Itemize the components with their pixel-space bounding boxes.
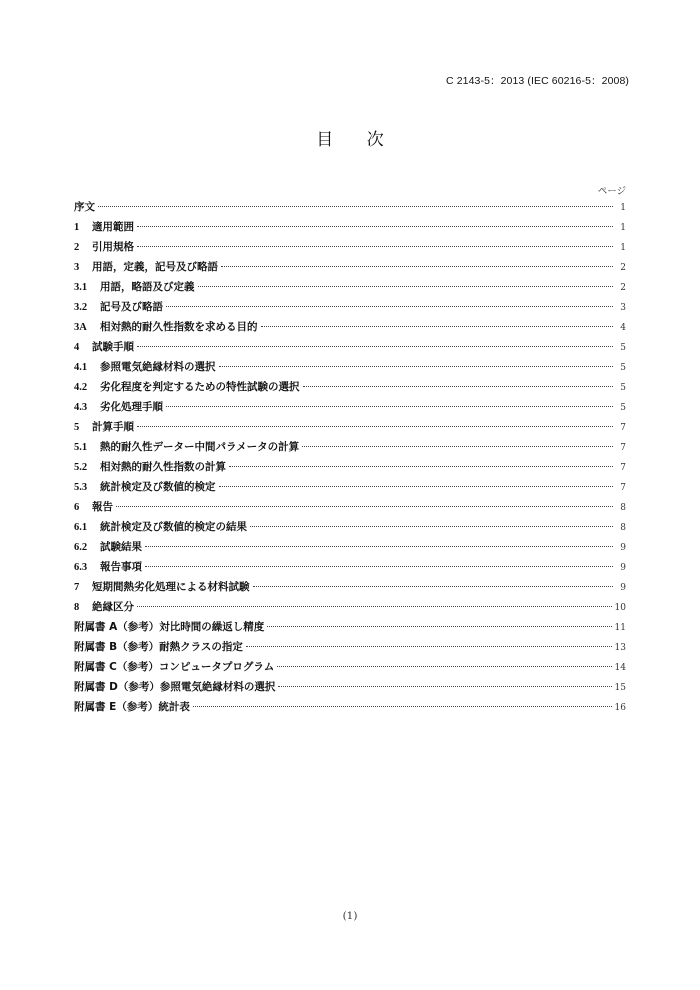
toc-entry-number: 8 — [74, 602, 80, 613]
toc-entry-title: 統計検定及び数値的検定 — [100, 481, 216, 493]
toc-dot-leader — [166, 306, 613, 307]
toc-entry-number: 1 — [74, 222, 80, 233]
toc-entry-title: 附属書 C（参考）コンピュータプログラム — [74, 661, 275, 673]
toc-entry-page: 5 — [620, 383, 626, 393]
toc-entry-title: 附属書 A（参考）対比時間の繰返し精度 — [74, 621, 265, 633]
toc-entry-number: 5.1 — [74, 442, 88, 453]
toc-entry-number: 3 — [74, 262, 80, 273]
toc-dot-leader — [137, 606, 612, 607]
toc-entry-number: 7 — [74, 582, 80, 593]
toc-dot-leader — [137, 226, 613, 227]
toc-entry-number: 3A — [74, 322, 87, 333]
toc-dot-leader — [145, 546, 613, 547]
toc-entry[interactable] — [74, 639, 626, 659]
toc-entry-page: 9 — [620, 563, 626, 573]
toc-entry-title: 用語，定義，記号及び略語 — [92, 261, 218, 273]
toc-entry-title: 報告事項 — [100, 561, 142, 573]
toc-entry[interactable] — [74, 279, 626, 299]
toc-entry[interactable] — [74, 219, 626, 239]
toc-entry-page: 14 — [614, 663, 626, 673]
toc-entry-number: 4.1 — [74, 362, 88, 373]
toc-entry-title: 相対熱的耐久性指数の計算 — [100, 461, 226, 473]
toc-entry-page: 5 — [620, 403, 626, 413]
toc-entry[interactable] — [74, 359, 626, 379]
toc-entry-number: 4 — [74, 342, 80, 353]
toc-dot-leader — [229, 466, 613, 467]
toc-entry[interactable] — [74, 699, 626, 719]
toc-dot-leader — [98, 206, 613, 207]
toc-entry-number: 6.1 — [74, 522, 88, 533]
toc-entry[interactable] — [74, 239, 626, 259]
toc-dot-leader — [253, 586, 614, 587]
toc-dot-leader — [219, 366, 614, 367]
toc-entry-title: 劣化程度を判定するための特性試験の選択 — [100, 381, 300, 393]
toc-entry[interactable] — [74, 419, 626, 439]
toc-entry-page: 5 — [620, 343, 626, 353]
toc-entry-number: 6.3 — [74, 562, 88, 573]
toc-entry[interactable] — [74, 539, 626, 559]
toc-dot-leader — [221, 266, 613, 267]
toc-entry[interactable] — [74, 319, 626, 339]
standard-code: C 2143-5：2013 (IEC 60216-5：2008) — [446, 75, 629, 87]
footer-page-number: (1) — [342, 910, 358, 922]
toc-entry-title: 短期間熱劣化処理による材料試験 — [92, 581, 250, 593]
toc-entry[interactable] — [74, 259, 626, 279]
toc-entry-title: 試験手順 — [92, 341, 134, 353]
toc-entry[interactable] — [74, 199, 626, 219]
toc-entry-page: 8 — [620, 523, 626, 533]
toc-entry[interactable] — [74, 559, 626, 579]
toc-entry-page: 10 — [614, 603, 626, 613]
toc-dot-leader — [278, 686, 611, 687]
toc-entry-title: 用語，略語及び定義 — [100, 281, 195, 293]
toc-entry-page: 1 — [620, 203, 626, 213]
toc-entry-number: 4.3 — [74, 402, 88, 413]
toc-entry-page: 7 — [620, 463, 626, 473]
toc-entry[interactable] — [74, 499, 626, 519]
toc-entry[interactable] — [74, 659, 626, 679]
toc-entry-title: 試験結果 — [100, 541, 142, 553]
toc-entry[interactable] — [74, 379, 626, 399]
toc-dot-leader — [116, 506, 613, 507]
toc-dot-leader — [137, 426, 613, 427]
toc-dot-leader — [198, 286, 614, 287]
toc-entry-number: 3.1 — [74, 282, 88, 293]
toc-dot-leader — [267, 626, 611, 627]
toc-entry-title: 引用規格 — [92, 241, 134, 253]
toc-entry-page: 9 — [620, 583, 626, 593]
toc-entry-number: 4.2 — [74, 382, 88, 393]
toc-dot-leader — [277, 666, 611, 667]
toc-entry-page: 11 — [614, 623, 626, 633]
toc-entry-page: 2 — [620, 283, 626, 293]
toc-entry-page: 3 — [620, 303, 626, 313]
toc-entry-title: 適用範囲 — [92, 221, 134, 233]
toc-entry-number: 5.2 — [74, 462, 88, 473]
toc-entry-title: 劣化処理手順 — [100, 401, 163, 413]
toc-entry-page: 2 — [620, 263, 626, 273]
toc-entry[interactable] — [74, 299, 626, 319]
toc-dot-leader — [219, 486, 614, 487]
toc-entry[interactable] — [74, 679, 626, 699]
toc-entry-number: 6.2 — [74, 542, 88, 553]
toc-entry-page: 7 — [620, 443, 626, 453]
page-column-label: ページ — [597, 186, 626, 197]
toc-entry-title: 参照電気絶縁材料の選択 — [100, 361, 216, 373]
toc-dot-leader — [261, 326, 614, 327]
toc-dot-leader — [166, 406, 613, 407]
toc-dot-leader — [137, 346, 613, 347]
toc-entry-title: 記号及び略語 — [100, 301, 163, 313]
toc-entry[interactable] — [74, 479, 626, 499]
toc-entry-title: 附属書 B（参考）耐熱クラスの指定 — [74, 641, 243, 653]
toc-entry-title: 計算手順 — [92, 421, 134, 433]
toc-entry-page: 8 — [620, 503, 626, 513]
toc-entry[interactable] — [74, 599, 626, 619]
toc-entry-page: 5 — [620, 363, 626, 373]
toc-title: 目 次 — [316, 130, 398, 150]
toc-entry-title: 序文 — [74, 201, 95, 213]
toc-dot-leader — [145, 566, 613, 567]
toc-entry-title: 統計検定及び数値的検定の結果 — [100, 521, 247, 533]
toc-list — [74, 199, 626, 719]
toc-entry[interactable] — [74, 459, 626, 479]
toc-dot-leader — [303, 386, 614, 387]
toc-entry-page: 9 — [620, 543, 626, 553]
toc-entry-page: 7 — [620, 423, 626, 433]
toc-dot-leader — [302, 446, 613, 447]
toc-entry-page: 7 — [620, 483, 626, 493]
toc-entry-page: 1 — [620, 223, 626, 233]
toc-entry-number: 5.3 — [74, 482, 88, 493]
toc-entry-title: 附属書 E（参考）統計表 — [74, 701, 190, 713]
toc-entry-number: 6 — [74, 502, 80, 513]
toc-entry[interactable] — [74, 579, 626, 599]
toc-entry-number: 5 — [74, 422, 80, 433]
toc-entry-number: 2 — [74, 242, 80, 253]
toc-entry-title: 報告 — [92, 501, 113, 513]
toc-entry-page: 13 — [614, 643, 626, 653]
toc-entry[interactable] — [74, 439, 626, 459]
toc-entry-page: 4 — [620, 323, 626, 333]
toc-entry[interactable] — [74, 519, 626, 539]
toc-entry-title: 相対熱的耐久性指数を求める目的 — [100, 321, 258, 333]
toc-entry-title: 熱的耐久性データー中間パラメータの計算 — [100, 441, 300, 453]
toc-entry-number: 3.2 — [74, 302, 88, 313]
toc-dot-leader — [246, 646, 612, 647]
toc-entry[interactable] — [74, 619, 626, 639]
toc-entry-page: 16 — [614, 703, 626, 713]
toc-entry[interactable] — [74, 339, 626, 359]
toc-entry-page: 1 — [620, 243, 626, 253]
toc-dot-leader — [193, 706, 612, 707]
toc-entry-title: 附属書 D（参考）参照電気絶縁材料の選択 — [74, 681, 276, 693]
toc-dot-leader — [250, 526, 613, 527]
toc-entry-page: 15 — [614, 683, 626, 693]
toc-entry-title: 絶縁区分 — [92, 601, 134, 613]
toc-dot-leader — [137, 246, 613, 247]
toc-entry[interactable] — [74, 399, 626, 419]
